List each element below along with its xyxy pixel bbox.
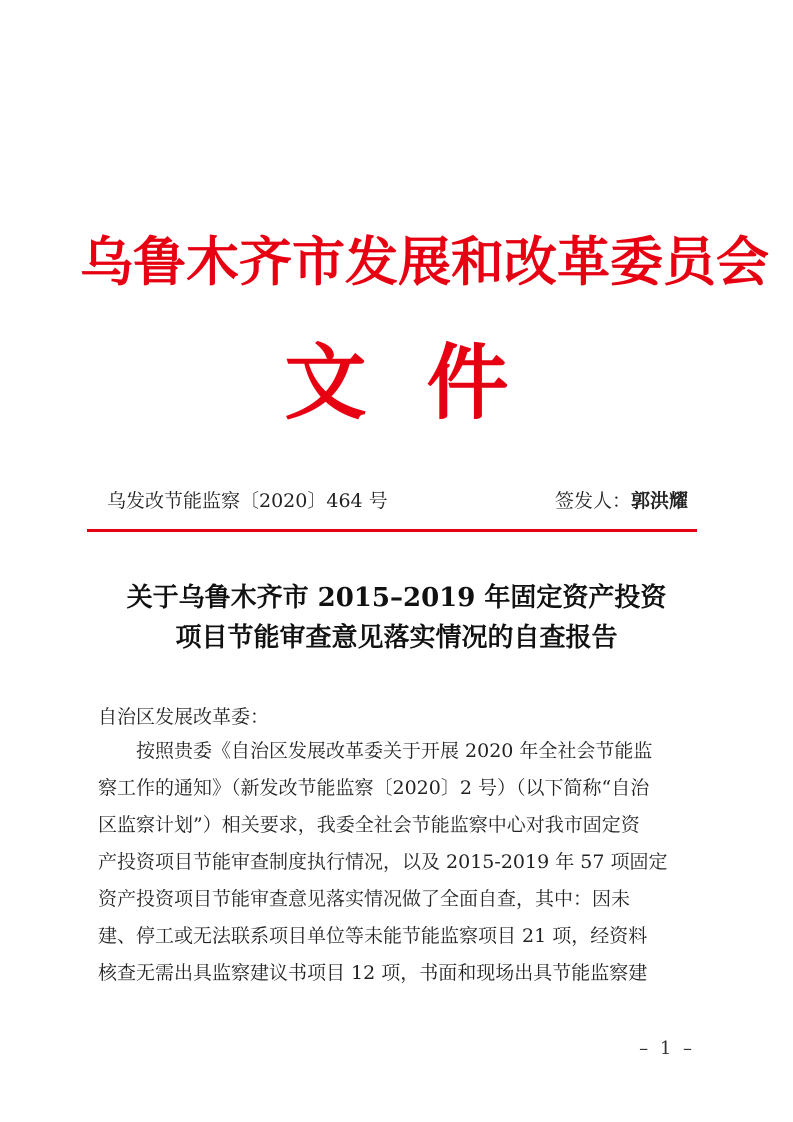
body-line: 资产投资项目节能审查意见落实情况做了全面自查，其中：因未 xyxy=(98,888,631,910)
body-line: 按照贵委《自治区发展改革委关于开展 2020 年全社会节能监 xyxy=(136,740,653,762)
document-number: 乌发改节能监察〔2020〕464 号 xyxy=(107,490,388,512)
body-line: 区监察计划”）相关要求，我委全社会节能监察中心对我市固定资 xyxy=(98,814,640,836)
signer-block xyxy=(555,486,688,513)
body-paragraph xyxy=(98,733,698,992)
signer-name: 郭洪耀 xyxy=(630,490,688,512)
body-line: 核查无需出具监察建议书项目 12 项，书面和现场出具节能监察建 xyxy=(98,962,648,984)
page-number: – 1 – xyxy=(639,1038,695,1059)
document-title xyxy=(60,578,733,658)
body-line: 建、停工或无法联系项目单位等未能节能监察项目 21 项，经资料 xyxy=(98,925,648,947)
body-line: 产投资项目节能审查制度执行情况，以及 2015-2019 年 57 项固定 xyxy=(98,851,668,873)
salutation: 自治区发展改革委： xyxy=(98,706,270,728)
signer-label: 签发人： xyxy=(554,490,631,512)
document-type-heading: 文件 xyxy=(284,335,569,431)
title-line-1: 关于乌鲁木齐市 2015–2019 年固定资产投资 xyxy=(126,583,667,613)
red-divider-line xyxy=(87,529,697,532)
body-line: 察工作的通知》（新发改节能监察〔2020〕2 号）（以下简称“自治 xyxy=(98,777,650,799)
title-line-2: 项目节能审查意见落实情况的自查报告 xyxy=(175,623,618,653)
issuing-authority: 乌鲁木齐市发展和改革委员会 xyxy=(80,231,769,293)
